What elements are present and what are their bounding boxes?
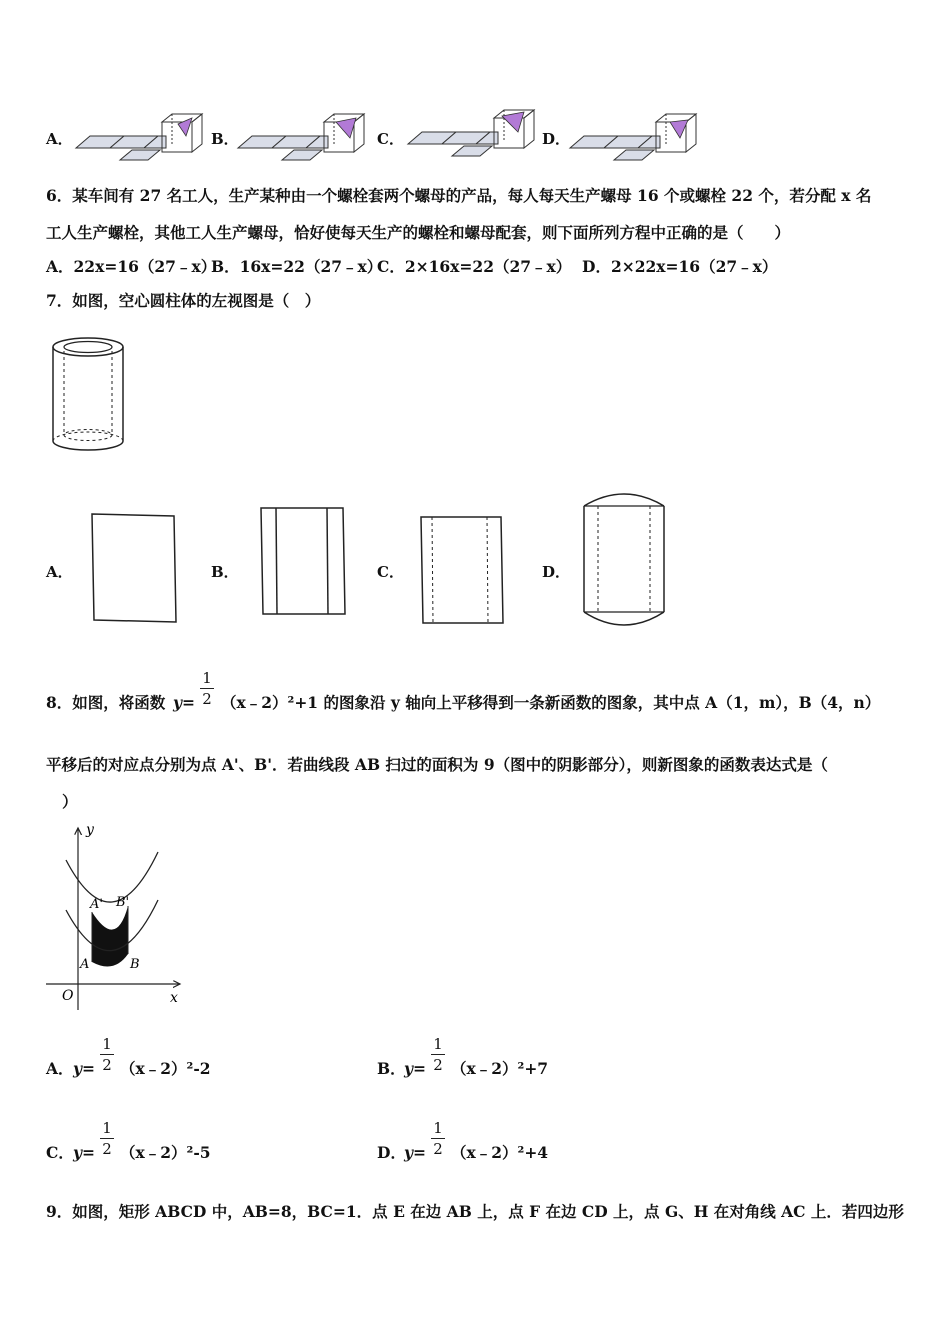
q5-option-a-label[interactable]: A． bbox=[46, 130, 73, 148]
q6-option-d[interactable]: D．2×22x=16（27﹣x） bbox=[582, 257, 778, 276]
q8-parabola-graph bbox=[44, 822, 189, 1012]
q8-y-equals: y= bbox=[173, 693, 195, 712]
q6-stem-line-2: 工人生产螺栓，其他工人生产螺母，恰好使每天生产的螺栓和螺母配套，则下面所列方程中正确的是（ ） bbox=[46, 223, 791, 242]
q8-option-b-label: B． bbox=[377, 1059, 406, 1078]
q8-stem-line-3: ） bbox=[62, 792, 78, 811]
q8-option-d-label: D． bbox=[377, 1143, 406, 1162]
q8-option-a-fraction bbox=[100, 1036, 114, 1073]
q8-stem-rest: （x﹣2）²+1 的图象沿 y 轴向上平移得到一条新函数的图象，其中点 A（1，m），B（4，n） bbox=[221, 693, 881, 712]
q7-option-a-label[interactable]: A． bbox=[46, 563, 73, 581]
q5-option-d-net-figure bbox=[570, 110, 700, 162]
q8-option-d-expr: （x﹣2）²+4 bbox=[451, 1143, 549, 1162]
q8-option-c-fraction bbox=[100, 1120, 114, 1157]
q8-option-c-den: 2 bbox=[102, 1140, 112, 1158]
q8-option-b-fraction bbox=[431, 1036, 445, 1073]
q7-option-b-figure bbox=[259, 506, 349, 618]
q5-option-b-net-figure bbox=[238, 110, 368, 162]
q6-option-c[interactable]: C．2×16x=22（27﹣x） bbox=[377, 257, 572, 276]
q8-option-a-y: y= bbox=[73, 1059, 95, 1078]
q8-fraction-denominator: 2 bbox=[202, 690, 212, 708]
q8-graph-point-b: B bbox=[130, 957, 140, 972]
q8-stem-prefix: 8．如图，将函数 bbox=[46, 693, 166, 712]
q6-stem-line-1: 6．某车间有 27 名工人，生产某种由一个螺栓套两个螺母的产品，每人每天生产螺母 16 个或螺栓 22 个，若分配 x 名 bbox=[46, 186, 872, 205]
q5-option-c-label[interactable]: C． bbox=[377, 130, 404, 148]
q8-graph-x-label: x bbox=[170, 990, 178, 1006]
q8-option-b-den: 2 bbox=[433, 1056, 443, 1074]
q8-option-d-y: y= bbox=[404, 1143, 426, 1162]
q7-option-c-figure bbox=[419, 515, 509, 627]
q8-option-c-y: y= bbox=[73, 1143, 95, 1162]
q8-option-b-y: y= bbox=[404, 1059, 426, 1078]
q8-option-d-num: 1 bbox=[433, 1119, 443, 1137]
q8-graph-origin-label: O bbox=[62, 988, 74, 1004]
q8-fraction bbox=[200, 670, 214, 707]
q5-option-c-net-figure bbox=[408, 106, 538, 158]
q8-option-c-label: C． bbox=[46, 1143, 74, 1162]
q8-option-a-label: A． bbox=[46, 1059, 74, 1078]
q8-graph-point-a: A bbox=[80, 957, 90, 972]
q8-option-a-den: 2 bbox=[102, 1056, 112, 1074]
q8-option-c-num: 1 bbox=[102, 1119, 112, 1137]
q8-option-b-num: 1 bbox=[433, 1035, 443, 1053]
q8-stem-line-2: 平移后的对应点分别为点 A'、B'．若曲线段 AB 扫过的面积为 9（图中的阴影部分），则新图象的函数表达式是（ bbox=[46, 755, 828, 774]
q7-option-a-figure bbox=[90, 512, 180, 624]
q8-graph-point-a-prime: A' bbox=[90, 897, 103, 912]
q7-option-d-figure bbox=[580, 488, 670, 630]
q8-fraction-numerator: 1 bbox=[202, 669, 212, 687]
q6-option-b[interactable]: B．16x=22（27﹣x） bbox=[211, 257, 383, 276]
q8-graph-point-b-prime: B' bbox=[116, 895, 130, 910]
hollow-cylinder-figure bbox=[50, 335, 130, 457]
q7-stem: 7．如图，空心圆柱体的左视图是（ ） bbox=[46, 291, 321, 310]
q5-option-d-label[interactable]: D． bbox=[542, 130, 571, 148]
q7-option-c-label[interactable]: C． bbox=[377, 563, 404, 581]
q5-option-b-label[interactable]: B． bbox=[211, 130, 239, 148]
q9-stem-line-1: 9．如图，矩形 ABCD 中，AB=8，BC=1．点 E 在边 AB 上，点 F 在边 CD 上，点 G、H 在对角线 AC 上．若四边形 bbox=[46, 1202, 904, 1221]
q8-option-d-den: 2 bbox=[433, 1140, 443, 1158]
q8-option-d-fraction bbox=[431, 1120, 445, 1157]
q5-option-a-net-figure bbox=[76, 110, 206, 162]
q6-option-a[interactable]: A．22x=16（27﹣x） bbox=[46, 257, 217, 276]
q8-option-a-num: 1 bbox=[102, 1035, 112, 1053]
q8-option-a-expr: （x﹣2）²-2 bbox=[120, 1059, 211, 1078]
q7-option-d-label[interactable]: D． bbox=[542, 563, 571, 581]
q8-option-c-expr: （x﹣2）²-5 bbox=[120, 1143, 211, 1162]
q8-option-b-expr: （x﹣2）²+7 bbox=[451, 1059, 549, 1078]
q7-option-b-label[interactable]: B． bbox=[211, 563, 239, 581]
q8-graph-y-label: y bbox=[86, 822, 94, 838]
